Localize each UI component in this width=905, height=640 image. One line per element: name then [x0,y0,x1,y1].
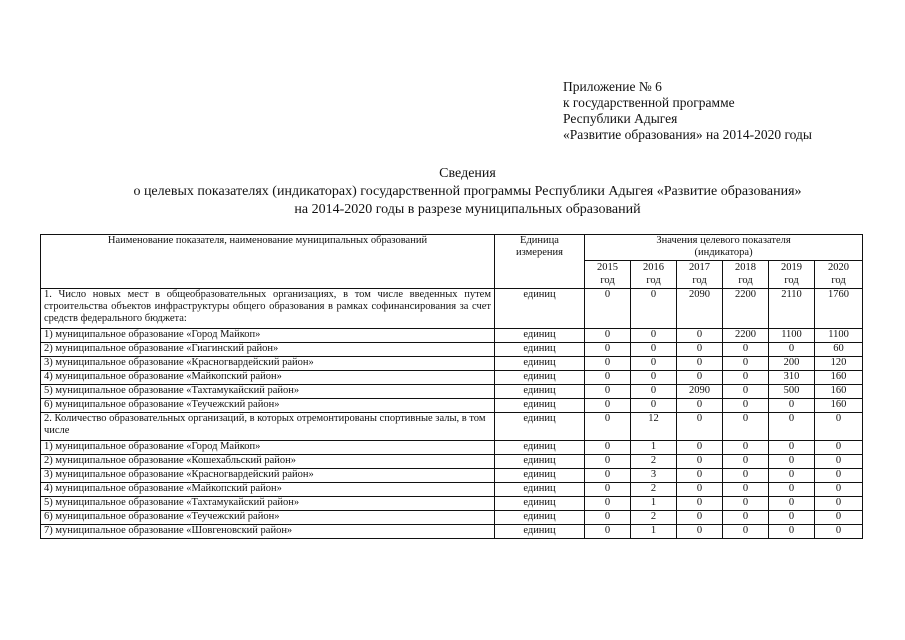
row-value-2020: 160 [815,399,863,413]
row-name: 7) муниципальное образование «Шовгеновский район» [41,525,495,539]
table-row [41,483,863,497]
header-values [585,235,863,261]
appendix-line-3: Республики Адыгея [563,111,678,126]
row-value-2019: 0 [769,413,815,441]
row-value-2018: 0 [723,455,769,469]
row-unit: единиц [495,525,585,539]
row-value-2020: 0 [815,441,863,455]
row-value-2018: 0 [723,511,769,525]
row-value-2020: 1100 [815,329,863,343]
table-row [41,371,863,385]
row-value-2018: 0 [723,469,769,483]
row-value-2019: 0 [769,497,815,511]
row-value-2017: 0 [677,329,723,343]
table-row [41,413,863,441]
header-year-value: 2015 [597,262,618,273]
row-value-2015: 0 [585,385,631,399]
row-value-2017: 0 [677,371,723,385]
header-year-2018 [723,261,769,289]
row-unit: единиц [495,455,585,469]
row-value-2016: 3 [631,469,677,483]
row-name: 4) муниципальное образование «Майкопский район» [41,483,495,497]
title-line-1: Сведения [439,166,496,181]
row-value-2018: 0 [723,483,769,497]
row-name: 2) муниципальное образование «Кошехабльский район» [41,455,495,469]
table-row [41,329,863,343]
row-value-2020: 60 [815,343,863,357]
row-name: 4) муниципальное образование «Майкопский район» [41,371,495,385]
header-year-suffix: год [600,275,615,286]
row-value-2019: 200 [769,357,815,371]
header-year-value: 2016 [643,262,664,273]
row-value-2017: 0 [677,399,723,413]
row-value-2016: 2 [631,483,677,497]
row-value-2020: 0 [815,483,863,497]
row-value-2019: 0 [769,525,815,539]
row-value-2015: 0 [585,343,631,357]
title-line-3: на 2014-2020 годы в разрезе муниципальных образований [294,202,641,217]
row-value-2019: 0 [769,483,815,497]
row-value-2018: 0 [723,441,769,455]
row-value-2018: 0 [723,497,769,511]
document-title [0,165,905,219]
row-value-2016: 0 [631,357,677,371]
row-value-2016: 2 [631,511,677,525]
table-row [41,289,863,329]
row-value-2016: 0 [631,343,677,357]
row-value-2015: 0 [585,483,631,497]
row-value-2018: 0 [723,371,769,385]
row-unit: единиц [495,289,585,329]
row-value-2017: 0 [677,525,723,539]
table-row [41,357,863,371]
row-value-2017: 0 [677,441,723,455]
header-year-value: 2018 [735,262,756,273]
row-value-2019: 0 [769,511,815,525]
row-value-2015: 0 [585,469,631,483]
row-unit: единиц [495,399,585,413]
row-value-2020: 160 [815,371,863,385]
row-unit: единиц [495,385,585,399]
header-unit-line-1: Единица [520,235,559,246]
row-name: 2) муниципальное образование «Гиагинский район» [41,343,495,357]
row-unit: единиц [495,357,585,371]
header-unit [495,235,585,289]
table-row [41,497,863,511]
row-value-2015: 0 [585,525,631,539]
header-year-suffix: год [646,275,661,286]
row-value-2015: 0 [585,455,631,469]
table-row [41,385,863,399]
table-row [41,343,863,357]
row-value-2018: 0 [723,399,769,413]
row-value-2015: 0 [585,511,631,525]
row-value-2020: 160 [815,385,863,399]
row-value-2019: 0 [769,469,815,483]
table-row [41,441,863,455]
header-year-2019 [769,261,815,289]
row-value-2020: 0 [815,511,863,525]
header-values-line-1: Значения целевого показателя [656,235,791,246]
row-value-2017: 0 [677,357,723,371]
row-value-2017: 0 [677,511,723,525]
header-year-suffix: год [692,275,707,286]
row-name: 6) муниципальное образование «Теучежский район» [41,511,495,525]
row-value-2020: 0 [815,497,863,511]
row-value-2019: 0 [769,343,815,357]
row-name: 1. Число новых мест в общеобразовательных организациях, в том числе введенных путем строительства объектов инфраструктуры общего образования в рамках софинансирования за счет средств федерального бюджета: [41,289,495,329]
row-value-2017: 0 [677,413,723,441]
row-name: 5) муниципальное образование «Тахтамукайский район» [41,497,495,511]
row-value-2017: 0 [677,483,723,497]
row-value-2017: 0 [677,343,723,357]
row-unit: единиц [495,497,585,511]
row-name: 1) муниципальное образование «Город Майкоп» [41,329,495,343]
row-value-2015: 0 [585,329,631,343]
row-unit: единиц [495,371,585,385]
table-row [41,399,863,413]
row-unit: единиц [495,511,585,525]
row-unit: единиц [495,483,585,497]
row-value-2020: 0 [815,525,863,539]
row-value-2018: 0 [723,413,769,441]
table-row [41,469,863,483]
row-value-2015: 0 [585,289,631,329]
row-value-2016: 0 [631,385,677,399]
row-value-2017: 0 [677,455,723,469]
header-year-2015 [585,261,631,289]
row-unit: единиц [495,469,585,483]
row-value-2016: 1 [631,525,677,539]
header-year-2016 [631,261,677,289]
header-year-suffix: год [784,275,799,286]
row-value-2018: 0 [723,357,769,371]
row-value-2018: 2200 [723,329,769,343]
row-value-2015: 0 [585,371,631,385]
row-value-2015: 0 [585,497,631,511]
row-value-2016: 0 [631,371,677,385]
row-value-2017: 2090 [677,385,723,399]
row-value-2016: 12 [631,413,677,441]
header-year-value: 2020 [828,262,850,273]
appendix-line-2: к государственной программе [563,95,735,110]
row-value-2019: 500 [769,385,815,399]
appendix-line-1: Приложение № 6 [563,79,662,94]
row-value-2017: 2090 [677,289,723,329]
row-unit: единиц [495,441,585,455]
row-value-2016: 2 [631,455,677,469]
table-row [41,511,863,525]
row-name: 2. Количество образовательных организаций, в которых отремонтированы спортивные залы, в том числе [41,413,495,441]
row-unit: единиц [495,413,585,441]
row-value-2015: 0 [585,357,631,371]
header-name: Наименование показателя, наименование муниципальных образований [41,235,495,289]
row-value-2019: 0 [769,441,815,455]
row-value-2018: 0 [723,343,769,357]
header-year-value: 2017 [689,262,710,273]
row-unit: единиц [495,343,585,357]
row-value-2020: 0 [815,455,863,469]
row-value-2016: 0 [631,399,677,413]
row-value-2016: 1 [631,441,677,455]
row-name: 3) муниципальное образование «Красногвардейский район» [41,357,495,371]
row-value-2015: 0 [585,441,631,455]
row-value-2015: 0 [585,399,631,413]
row-value-2019: 2110 [769,289,815,329]
row-value-2016: 0 [631,329,677,343]
row-value-2018: 2200 [723,289,769,329]
header-year-2017 [677,261,723,289]
row-value-2016: 1 [631,497,677,511]
row-value-2020: 1760 [815,289,863,329]
row-name: 6) муниципальное образование «Теучежский район» [41,399,495,413]
row-name: 5) муниципальное образование «Тахтамукайский район» [41,385,495,399]
appendix-line-4: «Развитие образования» на 2014-2020 годы [563,127,812,142]
row-value-2018: 0 [723,385,769,399]
row-value-2015: 0 [585,413,631,441]
table-row [41,455,863,469]
header-values-line-2: (индикатора) [694,247,753,258]
row-value-2020: 0 [815,469,863,483]
header-year-2020 [815,261,863,289]
row-value-2020: 0 [815,413,863,441]
header-year-value: 2019 [781,262,802,273]
row-value-2019: 310 [769,371,815,385]
header-year-suffix: год [738,275,753,286]
title-line-2: о целевых показателях (индикаторах) государственной программы Республики Адыгея «Развитие образования» [133,184,802,199]
header-year-suffix: год [831,275,846,286]
indicators-table [40,234,863,539]
row-value-2019: 0 [769,399,815,413]
row-value-2017: 0 [677,497,723,511]
row-unit: единиц [495,329,585,343]
row-value-2016: 0 [631,289,677,329]
row-name: 1) муниципальное образование «Город Майкоп» [41,441,495,455]
row-name: 3) муниципальное образование «Красногвардейский район» [41,469,495,483]
row-value-2017: 0 [677,469,723,483]
row-value-2020: 120 [815,357,863,371]
header-unit-line-2: измерения [516,247,563,258]
row-value-2019: 1100 [769,329,815,343]
appendix-header [563,79,812,143]
table-row [41,525,863,539]
row-value-2018: 0 [723,525,769,539]
row-value-2019: 0 [769,455,815,469]
